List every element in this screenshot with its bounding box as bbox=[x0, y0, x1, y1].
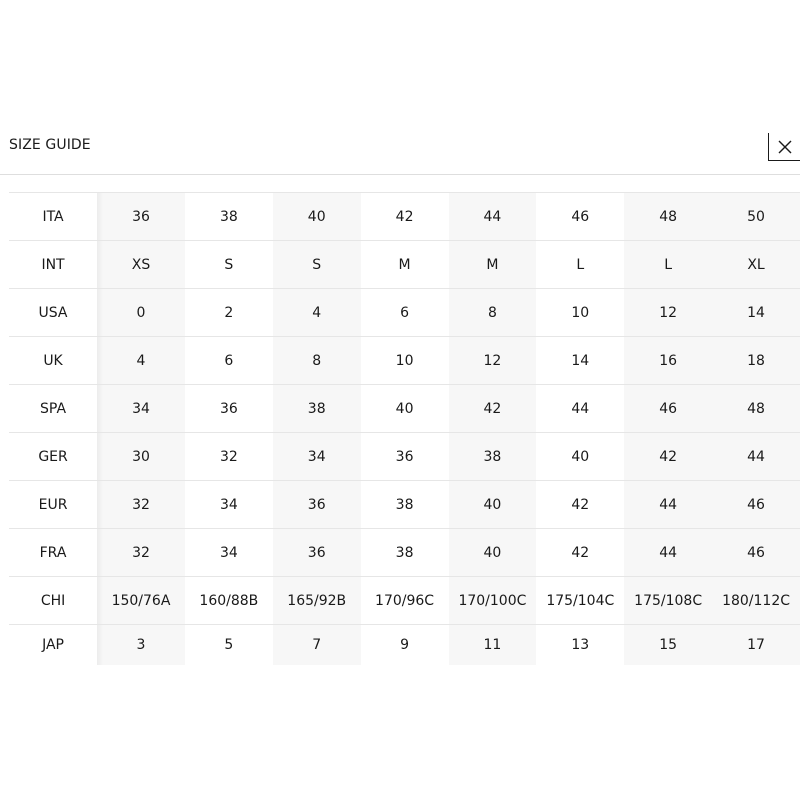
size-cell: 46 bbox=[712, 529, 800, 577]
size-cell: 48 bbox=[712, 385, 800, 433]
size-cell: 175/104C bbox=[536, 577, 624, 625]
size-cell: 170/96C bbox=[361, 577, 449, 625]
size-cell: 12 bbox=[449, 337, 537, 385]
size-cell: 44 bbox=[536, 385, 624, 433]
size-cell: 34 bbox=[185, 481, 273, 529]
size-cell: 44 bbox=[624, 529, 712, 577]
size-cell: 3 bbox=[97, 625, 185, 665]
size-cell: 2 bbox=[185, 289, 273, 337]
size-cell: 42 bbox=[449, 385, 537, 433]
modal-header bbox=[0, 120, 800, 175]
size-cell: 40 bbox=[273, 193, 361, 241]
size-cell: 14 bbox=[712, 289, 800, 337]
size-cell: 9 bbox=[400, 636, 410, 653]
size-cell: S bbox=[185, 241, 273, 289]
table-row bbox=[9, 289, 800, 337]
size-cell: 180/112C bbox=[712, 577, 800, 625]
size-cell: 36 bbox=[273, 529, 361, 577]
size-cell: 40 bbox=[449, 529, 537, 577]
size-cell: 44 bbox=[712, 433, 800, 481]
size-cell: 10 bbox=[536, 289, 624, 337]
size-cell: 34 bbox=[185, 529, 273, 577]
size-cell: 170/100C bbox=[449, 577, 537, 625]
size-cell: 12 bbox=[624, 289, 712, 337]
table-row bbox=[9, 625, 800, 665]
size-cell: 30 bbox=[97, 433, 185, 481]
row-label: USA bbox=[9, 289, 97, 337]
size-cell: 36 bbox=[361, 433, 449, 481]
size-cell: 34 bbox=[273, 433, 361, 481]
size-cell: 14 bbox=[536, 337, 624, 385]
size-cell: 17 bbox=[712, 625, 800, 665]
row-label: FRA bbox=[9, 529, 97, 577]
size-cell: XS bbox=[97, 241, 185, 289]
size-cell: 38 bbox=[273, 385, 361, 433]
size-cell: 150/76A bbox=[97, 577, 185, 625]
size-cell: 50 bbox=[712, 193, 800, 241]
size-cell: 38 bbox=[449, 433, 537, 481]
size-cell: 175/108C bbox=[624, 577, 712, 625]
row-label: CHI bbox=[9, 577, 97, 625]
size-cell: 160/88B bbox=[185, 577, 273, 625]
size-cell: 10 bbox=[361, 337, 449, 385]
size-cell: 4 bbox=[97, 337, 185, 385]
size-cell: 165/92B bbox=[273, 577, 361, 625]
table-row bbox=[9, 337, 800, 385]
table-row bbox=[9, 577, 800, 625]
size-cell: 40 bbox=[536, 433, 624, 481]
size-cell: S bbox=[273, 241, 361, 289]
size-cell: L bbox=[624, 241, 712, 289]
size-cell: 40 bbox=[449, 481, 537, 529]
row-label: EUR bbox=[9, 481, 97, 529]
size-cell: 42 bbox=[624, 433, 712, 481]
row-label: ITA bbox=[9, 193, 97, 241]
modal-title: SIZE GUIDE bbox=[9, 137, 91, 153]
close-button[interactable] bbox=[768, 133, 800, 161]
size-table-body bbox=[9, 193, 800, 665]
size-cell: 8 bbox=[273, 337, 361, 385]
row-label: GER bbox=[9, 433, 97, 481]
size-cell: 34 bbox=[97, 385, 185, 433]
size-cell: 36 bbox=[273, 481, 361, 529]
size-cell: 36 bbox=[185, 385, 273, 433]
size-cell: 42 bbox=[536, 529, 624, 577]
size-cell: 32 bbox=[97, 481, 185, 529]
size-cell: 11 bbox=[449, 625, 537, 665]
size-cell: XL bbox=[712, 241, 800, 289]
size-cell: 44 bbox=[449, 193, 537, 241]
table-row bbox=[9, 529, 800, 577]
row-label: SPA bbox=[9, 385, 97, 433]
size-cell: L bbox=[536, 241, 624, 289]
table-row bbox=[9, 193, 800, 241]
size-cell: 46 bbox=[712, 481, 800, 529]
size-cell: 48 bbox=[624, 193, 712, 241]
row-label: INT bbox=[9, 241, 97, 289]
table-row bbox=[9, 385, 800, 433]
size-cell: 15 bbox=[624, 625, 712, 665]
size-cell: 38 bbox=[185, 193, 273, 241]
size-cell: 13 bbox=[571, 636, 590, 653]
table-row bbox=[9, 433, 800, 481]
size-guide-modal bbox=[0, 120, 800, 680]
size-cell: 18 bbox=[712, 337, 800, 385]
size-cell: 32 bbox=[185, 433, 273, 481]
size-table bbox=[9, 192, 800, 665]
table-row bbox=[9, 241, 800, 289]
size-cell: 42 bbox=[361, 193, 449, 241]
size-cell: 46 bbox=[536, 193, 624, 241]
size-cell: 5 bbox=[224, 636, 234, 653]
size-cell: 32 bbox=[97, 529, 185, 577]
size-cell: 46 bbox=[624, 385, 712, 433]
size-cell: 36 bbox=[97, 193, 185, 241]
size-cell: 42 bbox=[536, 481, 624, 529]
size-cell: 8 bbox=[449, 289, 537, 337]
size-cell: M bbox=[449, 241, 537, 289]
size-cell: 6 bbox=[185, 337, 273, 385]
size-cell: M bbox=[361, 241, 449, 289]
close-icon bbox=[778, 140, 792, 154]
table-row bbox=[9, 481, 800, 529]
size-cell: 38 bbox=[361, 529, 449, 577]
size-cell: 0 bbox=[97, 289, 185, 337]
size-cell: 44 bbox=[624, 481, 712, 529]
size-cell: 16 bbox=[624, 337, 712, 385]
size-cell: 6 bbox=[361, 289, 449, 337]
size-cell: 40 bbox=[361, 385, 449, 433]
row-label: UK bbox=[9, 337, 97, 385]
size-cell: 4 bbox=[273, 289, 361, 337]
row-label: JAP bbox=[42, 636, 64, 653]
size-cell: 7 bbox=[273, 625, 361, 665]
size-cell: 38 bbox=[361, 481, 449, 529]
